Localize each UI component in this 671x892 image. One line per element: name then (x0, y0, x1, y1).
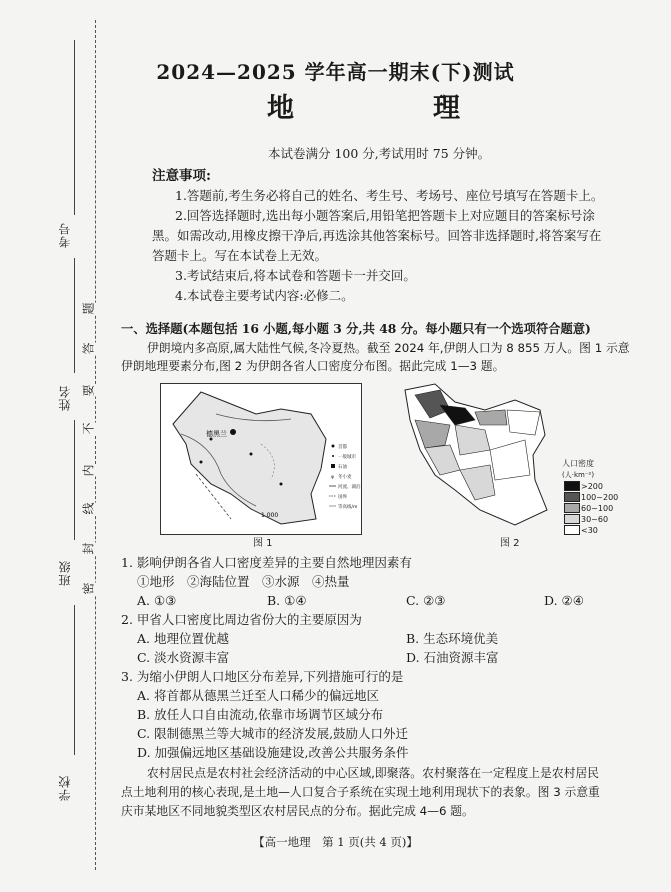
passage1-line2: 伊朗地理要素分布,图 2 为伊朗各省人口密度分布图。据此完成 1—3 题。 (121, 359, 505, 373)
legend-wheat-icon: ψ (331, 475, 334, 480)
q1-option-b: B. ①④ (267, 593, 307, 608)
figure-2-map (395, 380, 580, 535)
class-label: 班级 (58, 560, 72, 586)
seal-char: 题 (81, 302, 96, 315)
seal-char: 要 (81, 384, 96, 397)
legend-label: 30~60 (581, 515, 609, 524)
section1-heading: 一、选择题(本题包括 16 小题,每小题 3 分,共 48 分。每小题只有一个选项符合题意) (121, 321, 591, 336)
name-label: 姓名 (58, 385, 72, 411)
legend-label: >200 (581, 482, 603, 491)
legend-swatch (564, 525, 580, 535)
page-footer: 【高一地理 第 1 页(共 4 页)】 (253, 835, 418, 849)
q2-stem: 2. 甲省人口密度比周边省份大的主要原因为 (121, 612, 362, 627)
passage2-line1: 农村居民点是农村社会经济活动的中心区域,即聚落。农村聚落在一定程度上是农村居民 (147, 766, 600, 780)
legend-border: 国界 (338, 495, 347, 500)
legend-city: 一般城市 (338, 455, 356, 460)
notice-3: 3.考试结束后,将本试卷和答题卡一并交回。 (175, 268, 416, 283)
legend-swatch (564, 503, 580, 513)
legend-unit: (人·km⁻²) (562, 471, 595, 479)
notice-1: 1.答题前,考生务必将自己的姓名、考生号、考场号、座位号填写在答题卡上。 (175, 188, 604, 203)
exam-title: 2024—2025 学年高一期末(下)测试 (156, 60, 515, 84)
q2-option-a: A. 地理位置优越 (137, 631, 229, 646)
seal-dash-line (95, 20, 96, 870)
q1-option-d: D. ②④ (544, 593, 584, 608)
notice-2-cont: 黑。如需改动,用橡皮擦干净后,再选涂其他答案标号。回答非选择题时,将答案写在 (152, 228, 602, 243)
q3-option-c: C. 限制德黑兰等大城市的经济发展,鼓励人口外迁 (137, 726, 409, 741)
q3-option-b: B. 放任人口自由流动,依靠市场调节区域分布 (137, 707, 384, 722)
legend-swatch (564, 481, 580, 491)
capital-label: 德黑兰 (206, 430, 227, 438)
seal-char: 内 (81, 464, 96, 477)
figure-1-map (160, 383, 362, 535)
q3-option-a: A. 将首都从德黑兰迁至人口稀少的偏远地区 (137, 688, 379, 703)
notice-heading: 注意事项: (152, 168, 211, 184)
passage2-line3: 庆市某地区不同地貌类型区农村居民点的分布。据此完成 4—6 题。 (121, 804, 474, 818)
q1-option-a: A. ①③ (137, 593, 177, 608)
school-label: 学校 (58, 775, 72, 801)
class-line (74, 420, 75, 540)
legend-capital: 首都 (338, 445, 347, 450)
legend-label: 100~200 (581, 493, 619, 502)
q1-option-c: C. ②③ (406, 593, 446, 608)
q3-stem: 3. 为缩小伊朗人口地区分布差异,下列措施可行的是 (121, 669, 404, 684)
exam-no-label: 考号 (58, 222, 72, 248)
legend-label: 60~100 (581, 504, 614, 513)
legend-river: 河流、湖泊 (338, 485, 361, 490)
legend-wheat: 冬小麦 (338, 475, 352, 480)
q2-option-b: B. 生态环境优美 (406, 631, 499, 646)
notice-2-end: 答题卡上。写在本试卷上无效。 (152, 248, 328, 263)
legend-oil: 石油 (338, 465, 347, 470)
passage2-line2: 点土地利用的核心表现,是土地—人口复合子系统在实现土地利用现状下的表象。图 3 示意重 (121, 785, 600, 799)
iran-density-map (395, 380, 580, 535)
q1-items: ①地形 ②海陆位置 ③水源 ④热量 (137, 574, 350, 589)
notice-2: 2.回答选择题时,选出每小题答案后,用铅笔把答题卡上对应题目的答案标号涂 (175, 208, 595, 223)
q1-stem: 1. 影响伊朗各省人口密度差异的主要自然地理因素有 (121, 555, 412, 570)
legend-title: 人口密度 (562, 459, 594, 468)
q3-option-d: D. 加强偏远地区基础设施建设,改善公共服务条件 (137, 745, 409, 760)
legend-label: <30 (581, 526, 598, 535)
seal-char: 密 (81, 582, 96, 595)
q2-option-c: C. 淡水资源丰富 (137, 650, 230, 665)
legend-contour: 等高线/m (338, 505, 358, 510)
notice-4: 4.本试卷主要考试内容:必修二。 (175, 288, 354, 303)
figure-1-caption: 图 1 (253, 538, 273, 549)
seal-char: 不 (81, 422, 96, 435)
figure-2-caption: 图 2 (500, 538, 520, 549)
subject-title: 地 理 (267, 93, 516, 124)
seal-char: 封 (81, 542, 96, 555)
score-line: 本试卷满分 100 分,考试用时 75 分钟。 (268, 146, 491, 161)
seal-char: 线 (81, 502, 96, 515)
contour-label: 1 000 (261, 512, 279, 519)
name-line (74, 258, 75, 373)
passage1-line1: 伊朗境内多高原,属大陆性气候,冬冷夏热。截至 2024 年,伊朗人口为 8 855 万人。图 1 示意 (147, 341, 630, 355)
legend-swatch (564, 514, 580, 524)
q2-option-d: D. 石油资源丰富 (406, 650, 499, 665)
school-line (74, 605, 75, 755)
legend-swatch (564, 492, 580, 502)
iran-physical-map (161, 384, 361, 534)
seal-char: 答 (81, 342, 96, 355)
